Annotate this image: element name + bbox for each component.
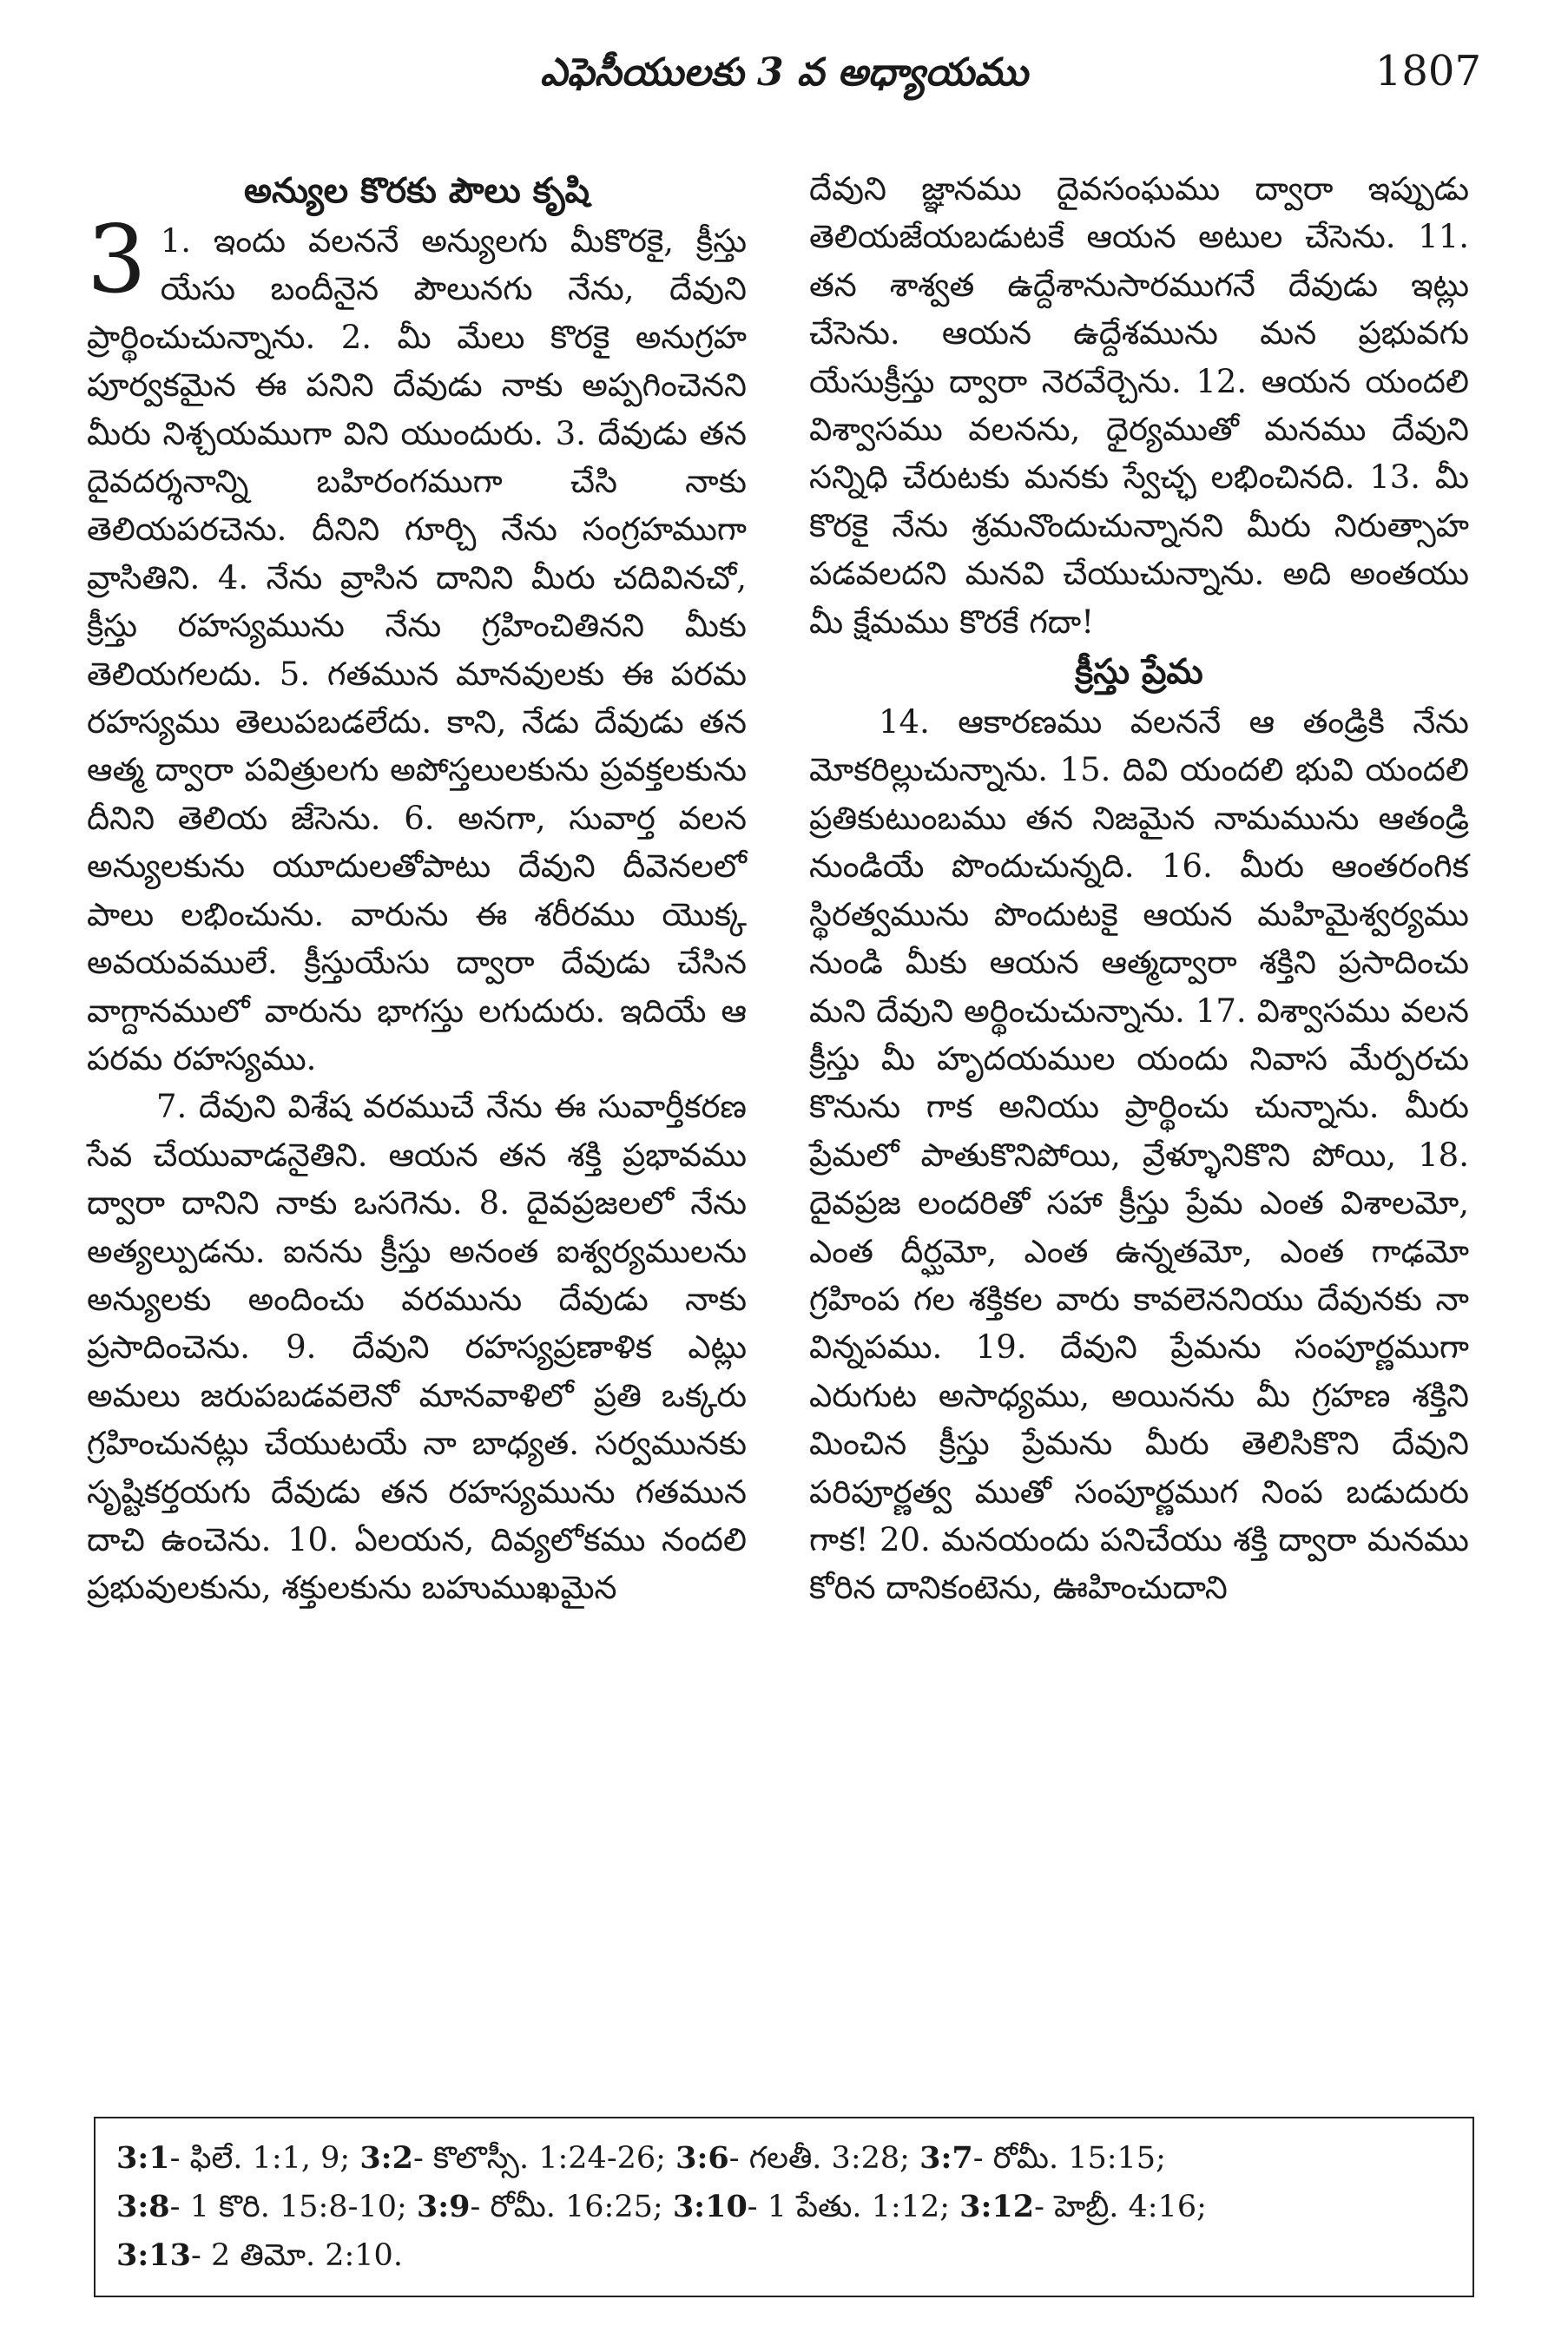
- cross-reference-target: ఫిలే. 1:1, 9;: [189, 2141, 351, 2176]
- cross-reference-target: 1 కొరి. 15:8-10;: [189, 2190, 407, 2224]
- paragraph: [87, 206, 747, 1083]
- paragraph: 7. దేవుని విశేష వరముచే నేను ఈ సువార్తీకరణ సేవ చేయువాడనైతిని. ఆయన తన శక్తి ప్రభావము ద్వారా దానిని నాకు ఒసగెను. 8. దైవప్రజలలో నేను అత్యల్పుడను. ఐనను క్రీస్తు అనంత ఐశ్వర్యములను అన్యులకు అందించు వరమును దేవుడు నాకు ప్రసాదించెను. 9. దేవుని రహస్యప్రణాళిక ఎట్లు అమలు జరుపబడవలెనో మానవాళిలో ప్రతి ఒక్కరు గ్రహించునట్లు చేయుటయే నా బాధ్యత. సర్వమునకు సృష్టికర్తయగు దేవుడు తన రహస్యమును గతమున దాచి ఉంచెను. 10. ఏలయన, దివ్యలోకము నందలి ప్రభువులకును, శక్తులకును బహుముఖమైన: [87, 1088, 747, 1607]
- section-heading: క్రీస్తు ప్రేమ: [1075, 651, 1203, 693]
- cross-reference: 3:12- హెబ్రీ. 4:16;: [959, 2189, 1207, 2224]
- cross-reference: 3:7- రోమీ. 15:15;: [919, 2140, 1166, 2176]
- running-title: ఎఫెసీయులకు 3 వ అధ్యాయము: [540, 50, 1028, 95]
- cross-reference-target: రోమీ. 15:15;: [992, 2141, 1166, 2176]
- paragraph: దేవుని జ్ఞానము దైవసంఘము ద్వారా ఇప్పుడు తెలియజేయబడుటకే ఆయన అటుల చేసెను. 11. తన శాశ్వత ఉద్దేశానుసారముగనే దేవుడు ఇట్లు చేసెను. ఆయన ఉద్దేశమును మన ప్రభువగు యేసుక్రీస్తు ద్వారా నెరవేర్చెను. 12. ఆయన యందలి విశ్వాసము వలనను, ధైర్యముతో మనము దేవుని సన్నిధి చేరుటకు మనకు స్వేచ్ఛ లభించినది. 13. మీ కొరకై నేను శ్రమనొందుచున్నానని మీరు నిరుత్సాహ పడవలదని మనవి చేయుచున్నాను. అది అంతయు మీ క్షేమము కొరకే గదా!: [809, 170, 1469, 641]
- cross-reference-target: కొలొస్సీ. 1:24-26;: [432, 2141, 666, 2176]
- cross-reference: 3:1- ఫిలే. 1:1, 9;: [116, 2140, 351, 2176]
- cross-reference-target: 1 పేతు. 1:12;: [767, 2190, 951, 2224]
- chapter-number: 3: [87, 206, 147, 314]
- cross-reference: 3:10- 1 పేతు. 1:12;: [672, 2189, 951, 2224]
- paragraph: 14. ఆకారణము వలననే ఆ తండ్రికి నేను మోకరిల్లుచున్నాను. 15. దివి యందలి భువి యందలి ప్రతికుటుంబము తన నిజమైన నామమును ఆతండ్రి నుండియే పొందుచున్నది. 16. మీరు ఆంతరంగిక స్థిరత్వమును పొందుటకై ఆయన మహిమైశ్వర్యము నుండి మీకు ఆయన ఆత్మద్వారా శక్తిని ప్రసాదించు మని దేవుని అర్థించుచున్నాను. 17. విశ్వాసము వలన క్రీస్తు మీ హృదయముల యందు నివాస మేర్పరచు కొనును గాక అనియు ప్రార్థించు చున్నాను. మీరు ప్రేమలో పాతుకొనిపోయి, వ్రేళ్ళూనికొని పోయి, 18. దైవప్రజ లందరితో సహా క్రీస్తు ప్రేమ ఎంత విశాలమో, ఎంత దీర్ఘమో, ఎంత ఉన్నతమో, ఎంత గాఢమో గ్రహింప గల శక్తికల వారు కావలెననియు దేవునకు నా విన్నపము. 19. దేవుని ప్రేమను సంపూర్ణముగా ఎరుగుట అసాధ్యము, అయినను మీ గ్రహణ శక్తిని మించిన క్రీస్తు ప్రేమను మీరు తెలిసికొని దేవుని పరిపూర్ణత్వ ముతో సంపూర్ణముగ నింప బడుదురు గాక! 20. మనయందు పనిచేయు శక్తి ద్వారా మనము కోరిన దానికంటెను, ఊహించుదాని: [809, 703, 1469, 1607]
- cross-reference-verse: 3:13: [116, 2237, 191, 2273]
- cross-reference-target: గలతీ. 3:28;: [748, 2141, 910, 2176]
- cross-reference-target: 2 తిమో. 2:10.: [210, 2238, 403, 2273]
- cross-reference-verse: 3:8: [116, 2189, 170, 2224]
- page-header: [87, 35, 1481, 113]
- cross-reference-verse: 3:1: [116, 2140, 170, 2176]
- cross-reference-verse: 3:9: [416, 2189, 471, 2224]
- left-column: [87, 165, 747, 1612]
- page-number: 1807: [1374, 47, 1481, 96]
- paragraph-text: 1. ఇందు వలననే అన్యులగు మీకొరకై, క్రీస్తు యేసు బందీనైన పౌలునగు నేను, దేవుని ప్రార్థించుచున్నాను. 2. మీ మేలు కొరకై అనుగ్రహ పూర్వకమైన ఈ పనిని దేవుడు నాకు అప్పగించెనని మీరు నిశ్చయముగా విని యుందురు. 3. దేవుడు తన దైవదర్శనాన్ని బహిరంగముగా చేసి నాకు తెలియపరచెను. దీనిని గూర్చి నేను సంగ్రహముగా వ్రాసితిని. 4. నేను వ్రాసిన దానిని మీరు చదివినచో, క్రీస్తు రహస్యమును నేను గ్రహించితినని మీకు తెలియగలదు. 5. గతమున మానవులకు ఈ పరమ రహస్యము తెలుపబడలేదు. కాని, నేడు దేవుడు తన ఆత్మ ద్వారా పవిత్రులగు అపోస్తలులకును ప్రవక్తలకును దీనిని తెలియ జేసెను. 6. అనగా, సువార్త వలన అన్యులకును యూదులతోపాటు దేవుని దీవెనలలో పాలు లభించును. వారును ఈ శరీరము యొక్క అవయవములే. క్రీస్తుయేసు ద్వారా దేవుడు చేసిన వాగ్దానములో వారును భాగస్తు లగుదురు. ఇదియే ఆ పరమ రహస్యము.: [87, 222, 747, 1077]
- cross-reference-box: [94, 2117, 1474, 2297]
- cross-reference-verse: 3:2: [359, 2140, 413, 2176]
- cross-reference: 3:13- 2 తిమో. 2:10.: [116, 2237, 403, 2273]
- cross-reference-target: రోమీ. 16:25;: [490, 2190, 663, 2224]
- cross-reference: 3:9- రోమీ. 16:25;: [416, 2189, 663, 2224]
- cross-reference: 3:6- గలతీ. 3:28;: [675, 2140, 910, 2176]
- cross-reference-verse: 3:6: [675, 2140, 729, 2176]
- section-heading: అన్యుల కొరకు పౌలు కృషి: [243, 170, 590, 211]
- cross-reference: 3:2- కొలొస్సీ. 1:24-26;: [359, 2140, 666, 2176]
- cross-reference-verse: 3:10: [672, 2189, 748, 2224]
- cross-reference-target: హెబ్రీ. 4:16;: [1054, 2190, 1207, 2224]
- right-column: [809, 165, 1469, 1612]
- cross-reference-verse: 3:12: [959, 2189, 1035, 2224]
- cross-reference: 3:8- 1 కొరి. 15:8-10;: [116, 2189, 407, 2224]
- cross-reference-verse: 3:7: [919, 2140, 973, 2176]
